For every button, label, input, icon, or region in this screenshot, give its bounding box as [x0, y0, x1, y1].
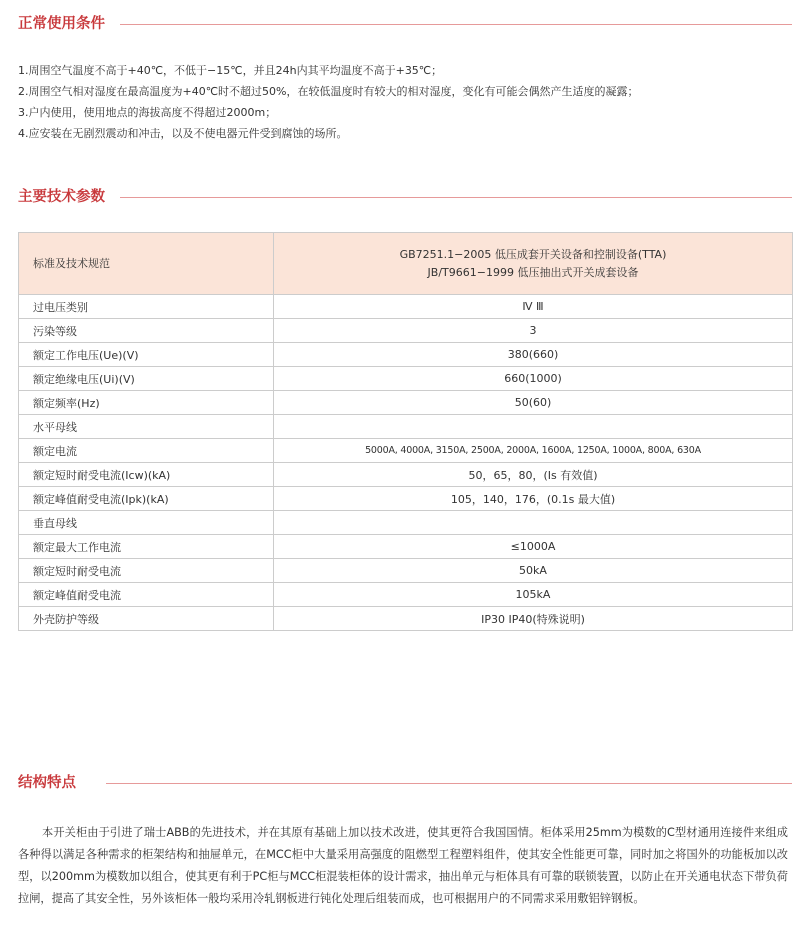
conditions-title-rule	[120, 24, 792, 25]
condition-item: 2.周围空气相对湿度在最高温度为+40℃时不超过50%，在较低温度时有较大的相对湿度，变化有可能会偶然产生适度的凝露；	[18, 85, 639, 98]
row-label: 额定电流	[19, 439, 274, 463]
specs-table	[18, 232, 793, 631]
table-row	[19, 415, 793, 439]
table-row	[19, 511, 793, 535]
row-value: 105kA	[274, 583, 793, 607]
row-label: 外壳防护等级	[19, 607, 274, 631]
condition-item: 3.户内使用，使用地点的海拔高度不得超过2000m；	[18, 106, 277, 119]
row-label: 额定绝缘电压(Ui)(V)	[19, 367, 274, 391]
row-label: 额定短时耐受电流	[19, 559, 274, 583]
table-row	[19, 319, 793, 343]
structure-title: 结构特点	[18, 775, 76, 791]
specs-title-rule	[120, 197, 792, 198]
row-label: 额定工作电压(Ue)(V)	[19, 343, 274, 367]
row-label: 额定峰值耐受电流	[19, 583, 274, 607]
table-row	[19, 487, 793, 511]
structure-title-rule	[106, 783, 792, 784]
row-value: 660(1000)	[274, 367, 793, 391]
structure-paragraph: 本开关柜由于引进了瑞士ABB的先进技术，并在其原有基础上加以技术改进，使其更符合我国国情。柜体采用25mm为模数的C型材通用连接件来组成各种得以满足各种需求的柜架结构和抽屉单元，在MCC柜中大量采用高强度的阻燃型工程塑料组件，使其安全性能更可靠，同时加之将国外的功能板加以改型，以200mm为模数加以组合，使其更有利于PC柜与MCC柜混装柜体的设计需求，抽出单元与柜体具有可靠的联锁装置，以防止在开关通电状态下带负荷拉闸，提高了其安全性，另外该柜体一般均采用冷轧钢板进行钝化处理后组装而成，也可根据用户的不同需求采用敷铝锌钢板。	[18, 826, 788, 905]
row-label: 水平母线	[19, 415, 274, 439]
condition-item: 1.周围空气温度不高于+40℃，不低于−15℃，并且24h内其平均温度不高于+35℃；	[18, 64, 443, 77]
conditions-list	[18, 60, 798, 144]
row-value: ≤1000A	[274, 535, 793, 559]
row-label: 污染等级	[19, 319, 274, 343]
table-row	[19, 463, 793, 487]
table-row	[19, 559, 793, 583]
table-row	[19, 343, 793, 367]
row-value	[274, 415, 793, 439]
row-label: 额定频率(Hz)	[19, 391, 274, 415]
row-value: 380(660)	[274, 343, 793, 367]
row-value: 5000A, 4000A, 3150A, 2500A, 2000A, 1600A, 1250A, 1000A, 800A, 630A	[274, 439, 793, 463]
row-value: 3	[274, 319, 793, 343]
specs-header-label: 标准及技术规范	[19, 233, 274, 295]
row-label: 垂直母线	[19, 511, 274, 535]
table-row	[19, 439, 793, 463]
table-row	[19, 583, 793, 607]
standard-line-1: GB7251.1−2005 低压成套开关设备和控制设备(TTA)	[399, 247, 667, 261]
row-label: 额定峰值耐受电流(Ipk)(kA)	[19, 487, 274, 511]
row-label: 过电压类别	[19, 295, 274, 319]
row-value: 50，65，80，(Is 有效值)	[274, 463, 793, 487]
specs-header-value	[274, 233, 793, 295]
row-value	[274, 511, 793, 535]
row-label: 额定短时耐受电流(Icw)(kA)	[19, 463, 274, 487]
table-row	[19, 367, 793, 391]
conditions-title: 正常使用条件	[18, 16, 105, 32]
row-value: IP30 IP40(特殊说明)	[274, 607, 793, 631]
specs-header-row	[19, 233, 793, 295]
table-row	[19, 295, 793, 319]
condition-item: 4.应安装在无剧烈震动和冲击，以及不使电器元件受到腐蚀的场所。	[18, 127, 348, 140]
table-row	[19, 391, 793, 415]
row-value: 50(60)	[274, 391, 793, 415]
table-row	[19, 607, 793, 631]
specs-title: 主要技术参数	[18, 189, 105, 205]
table-row	[19, 535, 793, 559]
row-label: 额定最大工作电流	[19, 535, 274, 559]
standard-line-2: JB/T9661−1999 低压抽出式开关成套设备	[427, 265, 639, 279]
row-value: Ⅳ Ⅲ	[274, 295, 793, 319]
row-value: 50kA	[274, 559, 793, 583]
row-value: 105，140，176，(0.1s 最大值)	[274, 487, 793, 511]
